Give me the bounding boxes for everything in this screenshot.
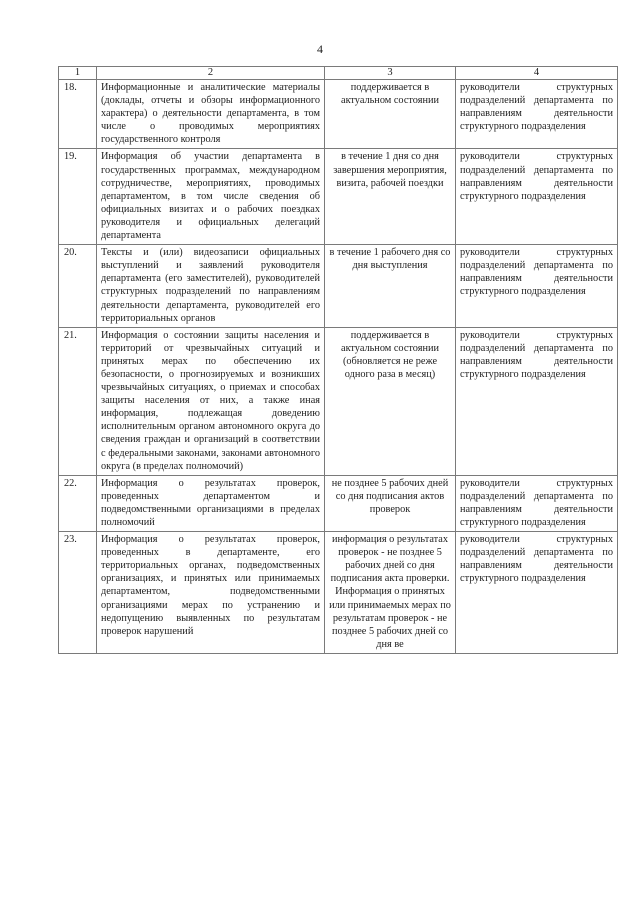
row-responsible: руководители структурных подразделений департамента по направлениям деятельности структурного подразделения bbox=[456, 532, 618, 654]
table-row bbox=[59, 475, 618, 531]
header-col-3: 3 bbox=[325, 67, 456, 80]
header-col-1: 1 bbox=[59, 67, 97, 80]
row-information: Информация о состоянии защиты населения и территорий от чрезвычайных ситуаций и принятых мерах по обеспечению их безопасности, о прогнозируемых и возникших чрезвычайных ситуациях, о приемах и способах защиты населения от них, а также иная информация, подлежащая доведению исполнительным органом автономного округа до сведения граждан и организаций в соответствии с федеральными законами, законами автономного округа (в пределах полномочий) bbox=[97, 327, 325, 475]
row-term: не позднее 5 рабочих дней со дня подписания актов проверок bbox=[325, 475, 456, 531]
header-col-2: 2 bbox=[97, 67, 325, 80]
table-row bbox=[59, 327, 618, 475]
row-information: Информационные и аналитические материалы (доклады, отчеты и обзоры информационного характера) о деятельности департамента, в том числе о проводимых мероприятиях государственного контроля bbox=[97, 80, 325, 149]
table-row bbox=[59, 245, 618, 328]
row-information: Информация об участии департамента в государственных программах, международном сотрудничестве, мероприятиях, проводимых департаментом, в том числе сведения об официальных визитах и о рабочих поездках руководителя и официальных делегаций департамента bbox=[97, 149, 325, 245]
row-number: 19. bbox=[59, 149, 97, 245]
row-information: Тексты и (или) видеозаписи официальных выступлений и заявлений руководителя департамента (его заместителей), руководителей структурных подразделений по направлениям деятельности департамента, руководителей его территориальных органов bbox=[97, 245, 325, 328]
row-responsible: руководители структурных подразделений департамента по направлениям деятельности структурного подразделения bbox=[456, 327, 618, 475]
row-term: в течение 1 рабочего дня со дня выступления bbox=[325, 245, 456, 328]
row-number: 23. bbox=[59, 532, 97, 654]
row-responsible: руководители структурных подразделений департамента по направлениям деятельности структурного подразделения bbox=[456, 475, 618, 531]
row-number: 20. bbox=[59, 245, 97, 328]
row-term: поддерживается в актуальном состоянии bbox=[325, 80, 456, 149]
row-number: 22. bbox=[59, 475, 97, 531]
table-row bbox=[59, 149, 618, 245]
row-number: 18. bbox=[59, 80, 97, 149]
row-responsible: руководители структурных подразделений департамента по направлениям деятельности структурного подразделения bbox=[456, 80, 618, 149]
header-col-4: 4 bbox=[456, 67, 618, 80]
row-term: поддерживается в актуальном состоянии (обновляется не реже одного раза в месяц) bbox=[325, 327, 456, 475]
row-information: Информация о результатах проверок, проведенных в департаменте, его территориальных органах, подведомственных организациях, и принятых или принимаемых департаментом, подведомственными организациями мерах по устранению и недопущению выявленных по результатам проверок нарушений bbox=[97, 532, 325, 654]
row-term: в течение 1 дня со дня завершения мероприятия, визита, рабочей поездки bbox=[325, 149, 456, 245]
row-number: 21. bbox=[59, 327, 97, 475]
row-responsible: руководители структурных подразделений департамента по направлениям деятельности структурного подразделения bbox=[456, 149, 618, 245]
row-information: Информация о результатах проверок, проведенных департаментом и подведомственными организациями в пределах полномочий bbox=[97, 475, 325, 531]
information-table bbox=[58, 66, 618, 654]
page-number: 4 bbox=[317, 42, 323, 56]
table-header-row bbox=[59, 67, 618, 80]
table-row bbox=[59, 80, 618, 149]
table-row bbox=[59, 532, 618, 654]
row-responsible: руководители структурных подразделений департамента по направлениям деятельности структурного подразделения bbox=[456, 245, 618, 328]
row-term: информация о результатах проверок - не позднее 5 рабочих дней со дня подписания акта проверки. Информация о принятых или принимаемых мерах по результатам проверок - не позднее 5 рабочих дней со дня ве bbox=[325, 532, 456, 654]
